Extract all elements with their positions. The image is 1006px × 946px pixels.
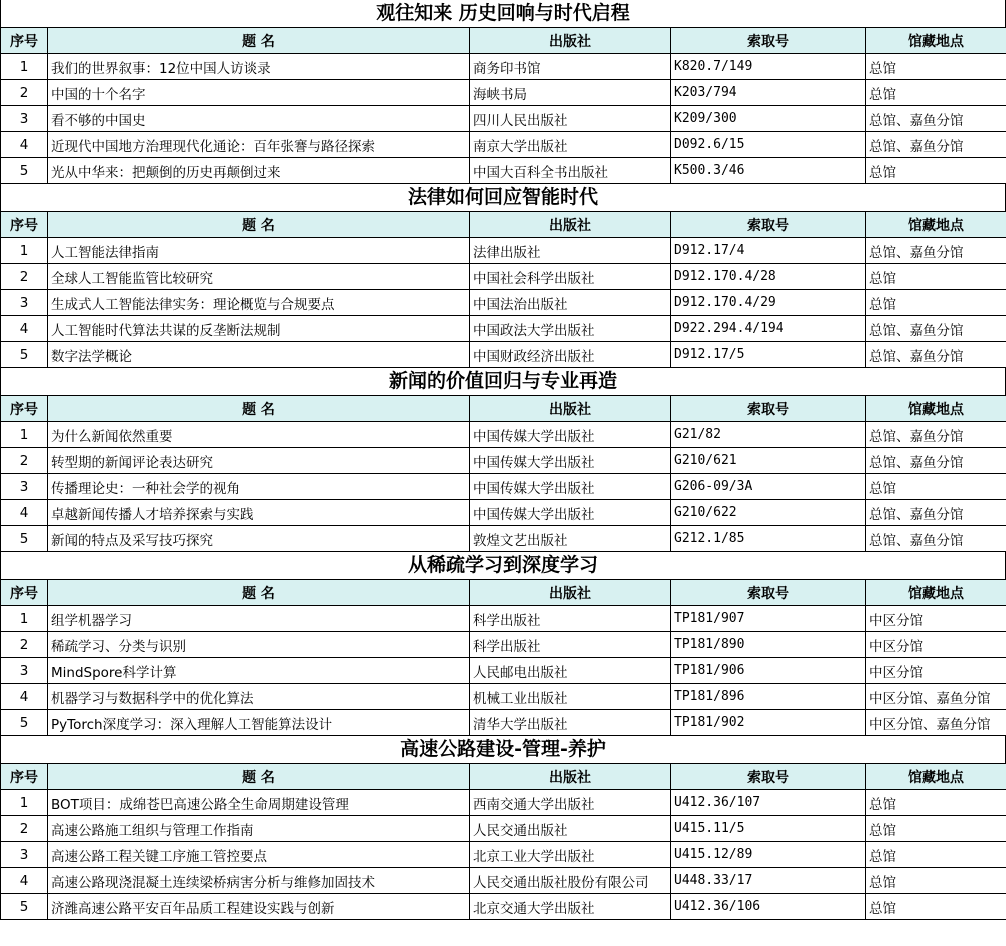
section-title: 从稀疏学习到深度学习	[0, 552, 1006, 579]
title-column-header: 题 名	[48, 580, 470, 606]
book-title: BOT项目：成绵苍巴高速公路全生命周期建设管理	[48, 790, 470, 816]
row-number: 5	[1, 894, 48, 920]
row-number: 2	[1, 632, 48, 658]
publisher-column-header: 出版社	[470, 580, 671, 606]
publisher: 北京交通大学出版社	[470, 894, 671, 920]
book-table	[0, 579, 1006, 736]
publisher: 商务印书馆	[470, 54, 671, 80]
row-number: 5	[1, 710, 48, 736]
no-column-header: 序号	[1, 580, 48, 606]
publisher: 中国传媒大学出版社	[470, 422, 671, 448]
book-title: 稀疏学习、分类与识别	[48, 632, 470, 658]
row-number: 2	[1, 448, 48, 474]
publisher: 中国传媒大学出版社	[470, 500, 671, 526]
table-row	[1, 106, 1006, 132]
book-title: MindSpore科学计算	[48, 658, 470, 684]
call-number: K500.3/46	[671, 158, 866, 184]
call-number-column-header: 索取号	[671, 396, 866, 422]
table-row	[1, 632, 1006, 658]
row-number: 1	[1, 238, 48, 264]
location: 总馆	[866, 868, 1006, 894]
book-title: 转型期的新闻评论表达研究	[48, 448, 470, 474]
call-number: D912.17/5	[671, 342, 866, 368]
row-number: 1	[1, 606, 48, 632]
table-header-row	[1, 764, 1006, 790]
call-number: TP181/906	[671, 658, 866, 684]
call-number-column-header: 索取号	[671, 212, 866, 238]
location: 中区分馆	[866, 658, 1006, 684]
table-row	[1, 316, 1006, 342]
call-number-column-header: 索取号	[671, 580, 866, 606]
call-number: U412.36/107	[671, 790, 866, 816]
table-row	[1, 842, 1006, 868]
row-number: 4	[1, 500, 48, 526]
location-column-header: 馆藏地点	[866, 764, 1006, 790]
location-column-header: 馆藏地点	[866, 28, 1006, 54]
location: 总馆、嘉鱼分馆	[866, 342, 1006, 368]
book-table	[0, 211, 1006, 368]
row-number: 2	[1, 816, 48, 842]
table-row	[1, 790, 1006, 816]
table-row	[1, 290, 1006, 316]
publisher: 中国政法大学出版社	[470, 316, 671, 342]
call-number: TP181/902	[671, 710, 866, 736]
call-number: K820.7/149	[671, 54, 866, 80]
call-number: TP181/896	[671, 684, 866, 710]
table-row	[1, 158, 1006, 184]
location: 总馆、嘉鱼分馆	[866, 422, 1006, 448]
call-number: G206-09/3A	[671, 474, 866, 500]
publisher: 法律出版社	[470, 238, 671, 264]
call-number: D912.17/4	[671, 238, 866, 264]
location-column-header: 馆藏地点	[866, 396, 1006, 422]
row-number: 1	[1, 54, 48, 80]
location: 中区分馆	[866, 632, 1006, 658]
book-title: 高速公路现浇混凝土连续梁桥病害分析与维修加固技术	[48, 868, 470, 894]
section-title: 高速公路建设-管理-养护	[0, 736, 1006, 763]
publisher: 人民交通出版社	[470, 816, 671, 842]
call-number: U448.33/17	[671, 868, 866, 894]
no-column-header: 序号	[1, 396, 48, 422]
section-title: 新闻的价值回归与专业再造	[0, 368, 1006, 395]
location: 总馆、嘉鱼分馆	[866, 238, 1006, 264]
table-header-row	[1, 396, 1006, 422]
publisher: 中国大百科全书出版社	[470, 158, 671, 184]
location: 总馆、嘉鱼分馆	[866, 448, 1006, 474]
call-number: TP181/890	[671, 632, 866, 658]
book-title: 传播理论史：一种社会学的视角	[48, 474, 470, 500]
row-number: 4	[1, 316, 48, 342]
publisher: 中国法治出版社	[470, 290, 671, 316]
table-row	[1, 684, 1006, 710]
publisher: 中国传媒大学出版社	[470, 474, 671, 500]
publisher: 西南交通大学出版社	[470, 790, 671, 816]
location: 总馆	[866, 816, 1006, 842]
book-table	[0, 763, 1006, 920]
row-number: 1	[1, 422, 48, 448]
location: 总馆	[866, 264, 1006, 290]
table-row	[1, 710, 1006, 736]
call-number-column-header: 索取号	[671, 28, 866, 54]
location: 中区分馆、嘉鱼分馆	[866, 684, 1006, 710]
location: 总馆、嘉鱼分馆	[866, 316, 1006, 342]
publisher-column-header: 出版社	[470, 212, 671, 238]
title-column-header: 题 名	[48, 212, 470, 238]
publisher: 人民邮电出版社	[470, 658, 671, 684]
title-column-header: 题 名	[48, 764, 470, 790]
no-column-header: 序号	[1, 212, 48, 238]
call-number: D092.6/15	[671, 132, 866, 158]
table-row	[1, 422, 1006, 448]
location: 总馆、嘉鱼分馆	[866, 526, 1006, 552]
publisher: 中国财政经济出版社	[470, 342, 671, 368]
table-row	[1, 80, 1006, 106]
publisher: 人民交通出版社股份有限公司	[470, 868, 671, 894]
publisher: 科学出版社	[470, 606, 671, 632]
location: 总馆	[866, 158, 1006, 184]
publisher-column-header: 出版社	[470, 28, 671, 54]
book-title: 高速公路工程关键工序施工管控要点	[48, 842, 470, 868]
title-column-header: 题 名	[48, 396, 470, 422]
row-number: 4	[1, 684, 48, 710]
location: 总馆	[866, 474, 1006, 500]
row-number: 3	[1, 658, 48, 684]
book-title: 光从中华来：把颠倒的历史再颠倒过来	[48, 158, 470, 184]
publisher: 清华大学出版社	[470, 710, 671, 736]
section-title: 法律如何回应智能时代	[0, 184, 1006, 211]
book-title: 人工智能时代算法共谋的反垄断法规制	[48, 316, 470, 342]
row-number: 4	[1, 132, 48, 158]
table-row	[1, 448, 1006, 474]
location: 总馆、嘉鱼分馆	[866, 106, 1006, 132]
call-number: U415.12/89	[671, 842, 866, 868]
table-row	[1, 238, 1006, 264]
table-row	[1, 526, 1006, 552]
call-number: G212.1/85	[671, 526, 866, 552]
book-title: 高速公路施工组织与管理工作指南	[48, 816, 470, 842]
call-number: D922.294.4/194	[671, 316, 866, 342]
location: 总馆	[866, 80, 1006, 106]
row-number: 3	[1, 290, 48, 316]
publisher-column-header: 出版社	[470, 396, 671, 422]
call-number: U412.36/106	[671, 894, 866, 920]
table-row	[1, 816, 1006, 842]
table-row	[1, 132, 1006, 158]
location: 总馆	[866, 894, 1006, 920]
row-number: 3	[1, 474, 48, 500]
publisher: 中国社会科学出版社	[470, 264, 671, 290]
location-column-header: 馆藏地点	[866, 580, 1006, 606]
publisher: 四川人民出版社	[470, 106, 671, 132]
book-title: 生成式人工智能法律实务：理论概览与合规要点	[48, 290, 470, 316]
publisher: 科学出版社	[470, 632, 671, 658]
table-header-row	[1, 212, 1006, 238]
table-row	[1, 474, 1006, 500]
location: 总馆、嘉鱼分馆	[866, 132, 1006, 158]
table-row	[1, 868, 1006, 894]
book-title: 中国的十个名字	[48, 80, 470, 106]
call-number: U415.11/5	[671, 816, 866, 842]
table-header-row	[1, 28, 1006, 54]
publisher: 海峡书局	[470, 80, 671, 106]
book-title: 人工智能法律指南	[48, 238, 470, 264]
table-row	[1, 500, 1006, 526]
location: 总馆	[866, 290, 1006, 316]
row-number: 4	[1, 868, 48, 894]
title-column-header: 题 名	[48, 28, 470, 54]
book-title: 机器学习与数据科学中的优化算法	[48, 684, 470, 710]
section-title: 观往知来 历史回响与时代启程	[0, 0, 1006, 27]
row-number: 5	[1, 158, 48, 184]
location: 中区分馆、嘉鱼分馆	[866, 710, 1006, 736]
location: 总馆	[866, 54, 1006, 80]
row-number: 2	[1, 264, 48, 290]
book-title: 新闻的特点及采写技巧探究	[48, 526, 470, 552]
call-number: D912.170.4/29	[671, 290, 866, 316]
location: 总馆、嘉鱼分馆	[866, 500, 1006, 526]
book-table	[0, 395, 1006, 552]
book-title: 卓越新闻传播人才培养探索与实践	[48, 500, 470, 526]
call-number: D912.170.4/28	[671, 264, 866, 290]
book-title: 全球人工智能监管比较研究	[48, 264, 470, 290]
book-title: 我们的世界叙事：12位中国人访谈录	[48, 54, 470, 80]
table-row	[1, 894, 1006, 920]
call-number-column-header: 索取号	[671, 764, 866, 790]
row-number: 3	[1, 106, 48, 132]
location: 中区分馆	[866, 606, 1006, 632]
call-number: TP181/907	[671, 606, 866, 632]
call-number: G21/82	[671, 422, 866, 448]
call-number: K203/794	[671, 80, 866, 106]
row-number: 3	[1, 842, 48, 868]
book-title: PyTorch深度学习：深入理解人工智能算法设计	[48, 710, 470, 736]
row-number: 5	[1, 342, 48, 368]
table-row	[1, 658, 1006, 684]
table-row	[1, 342, 1006, 368]
call-number: K209/300	[671, 106, 866, 132]
location: 总馆	[866, 842, 1006, 868]
book-title: 近现代中国地方治理现代化通论：百年张謇与路径探索	[48, 132, 470, 158]
book-table	[0, 27, 1006, 184]
book-title: 数字法学概论	[48, 342, 470, 368]
location-column-header: 馆藏地点	[866, 212, 1006, 238]
book-title: 组学机器学习	[48, 606, 470, 632]
book-title: 济潍高速公路平安百年品质工程建设实践与创新	[48, 894, 470, 920]
row-number: 2	[1, 80, 48, 106]
publisher-column-header: 出版社	[470, 764, 671, 790]
book-title: 为什么新闻依然重要	[48, 422, 470, 448]
location: 总馆	[866, 790, 1006, 816]
publisher: 北京工业大学出版社	[470, 842, 671, 868]
no-column-header: 序号	[1, 28, 48, 54]
table-header-row	[1, 580, 1006, 606]
publisher: 中国传媒大学出版社	[470, 448, 671, 474]
row-number: 5	[1, 526, 48, 552]
table-row	[1, 264, 1006, 290]
call-number: G210/622	[671, 500, 866, 526]
no-column-header: 序号	[1, 764, 48, 790]
publisher: 敦煌文艺出版社	[470, 526, 671, 552]
publisher: 南京大学出版社	[470, 132, 671, 158]
row-number: 1	[1, 790, 48, 816]
table-row	[1, 54, 1006, 80]
table-row	[1, 606, 1006, 632]
book-title: 看不够的中国史	[48, 106, 470, 132]
publisher: 机械工业出版社	[470, 684, 671, 710]
call-number: G210/621	[671, 448, 866, 474]
